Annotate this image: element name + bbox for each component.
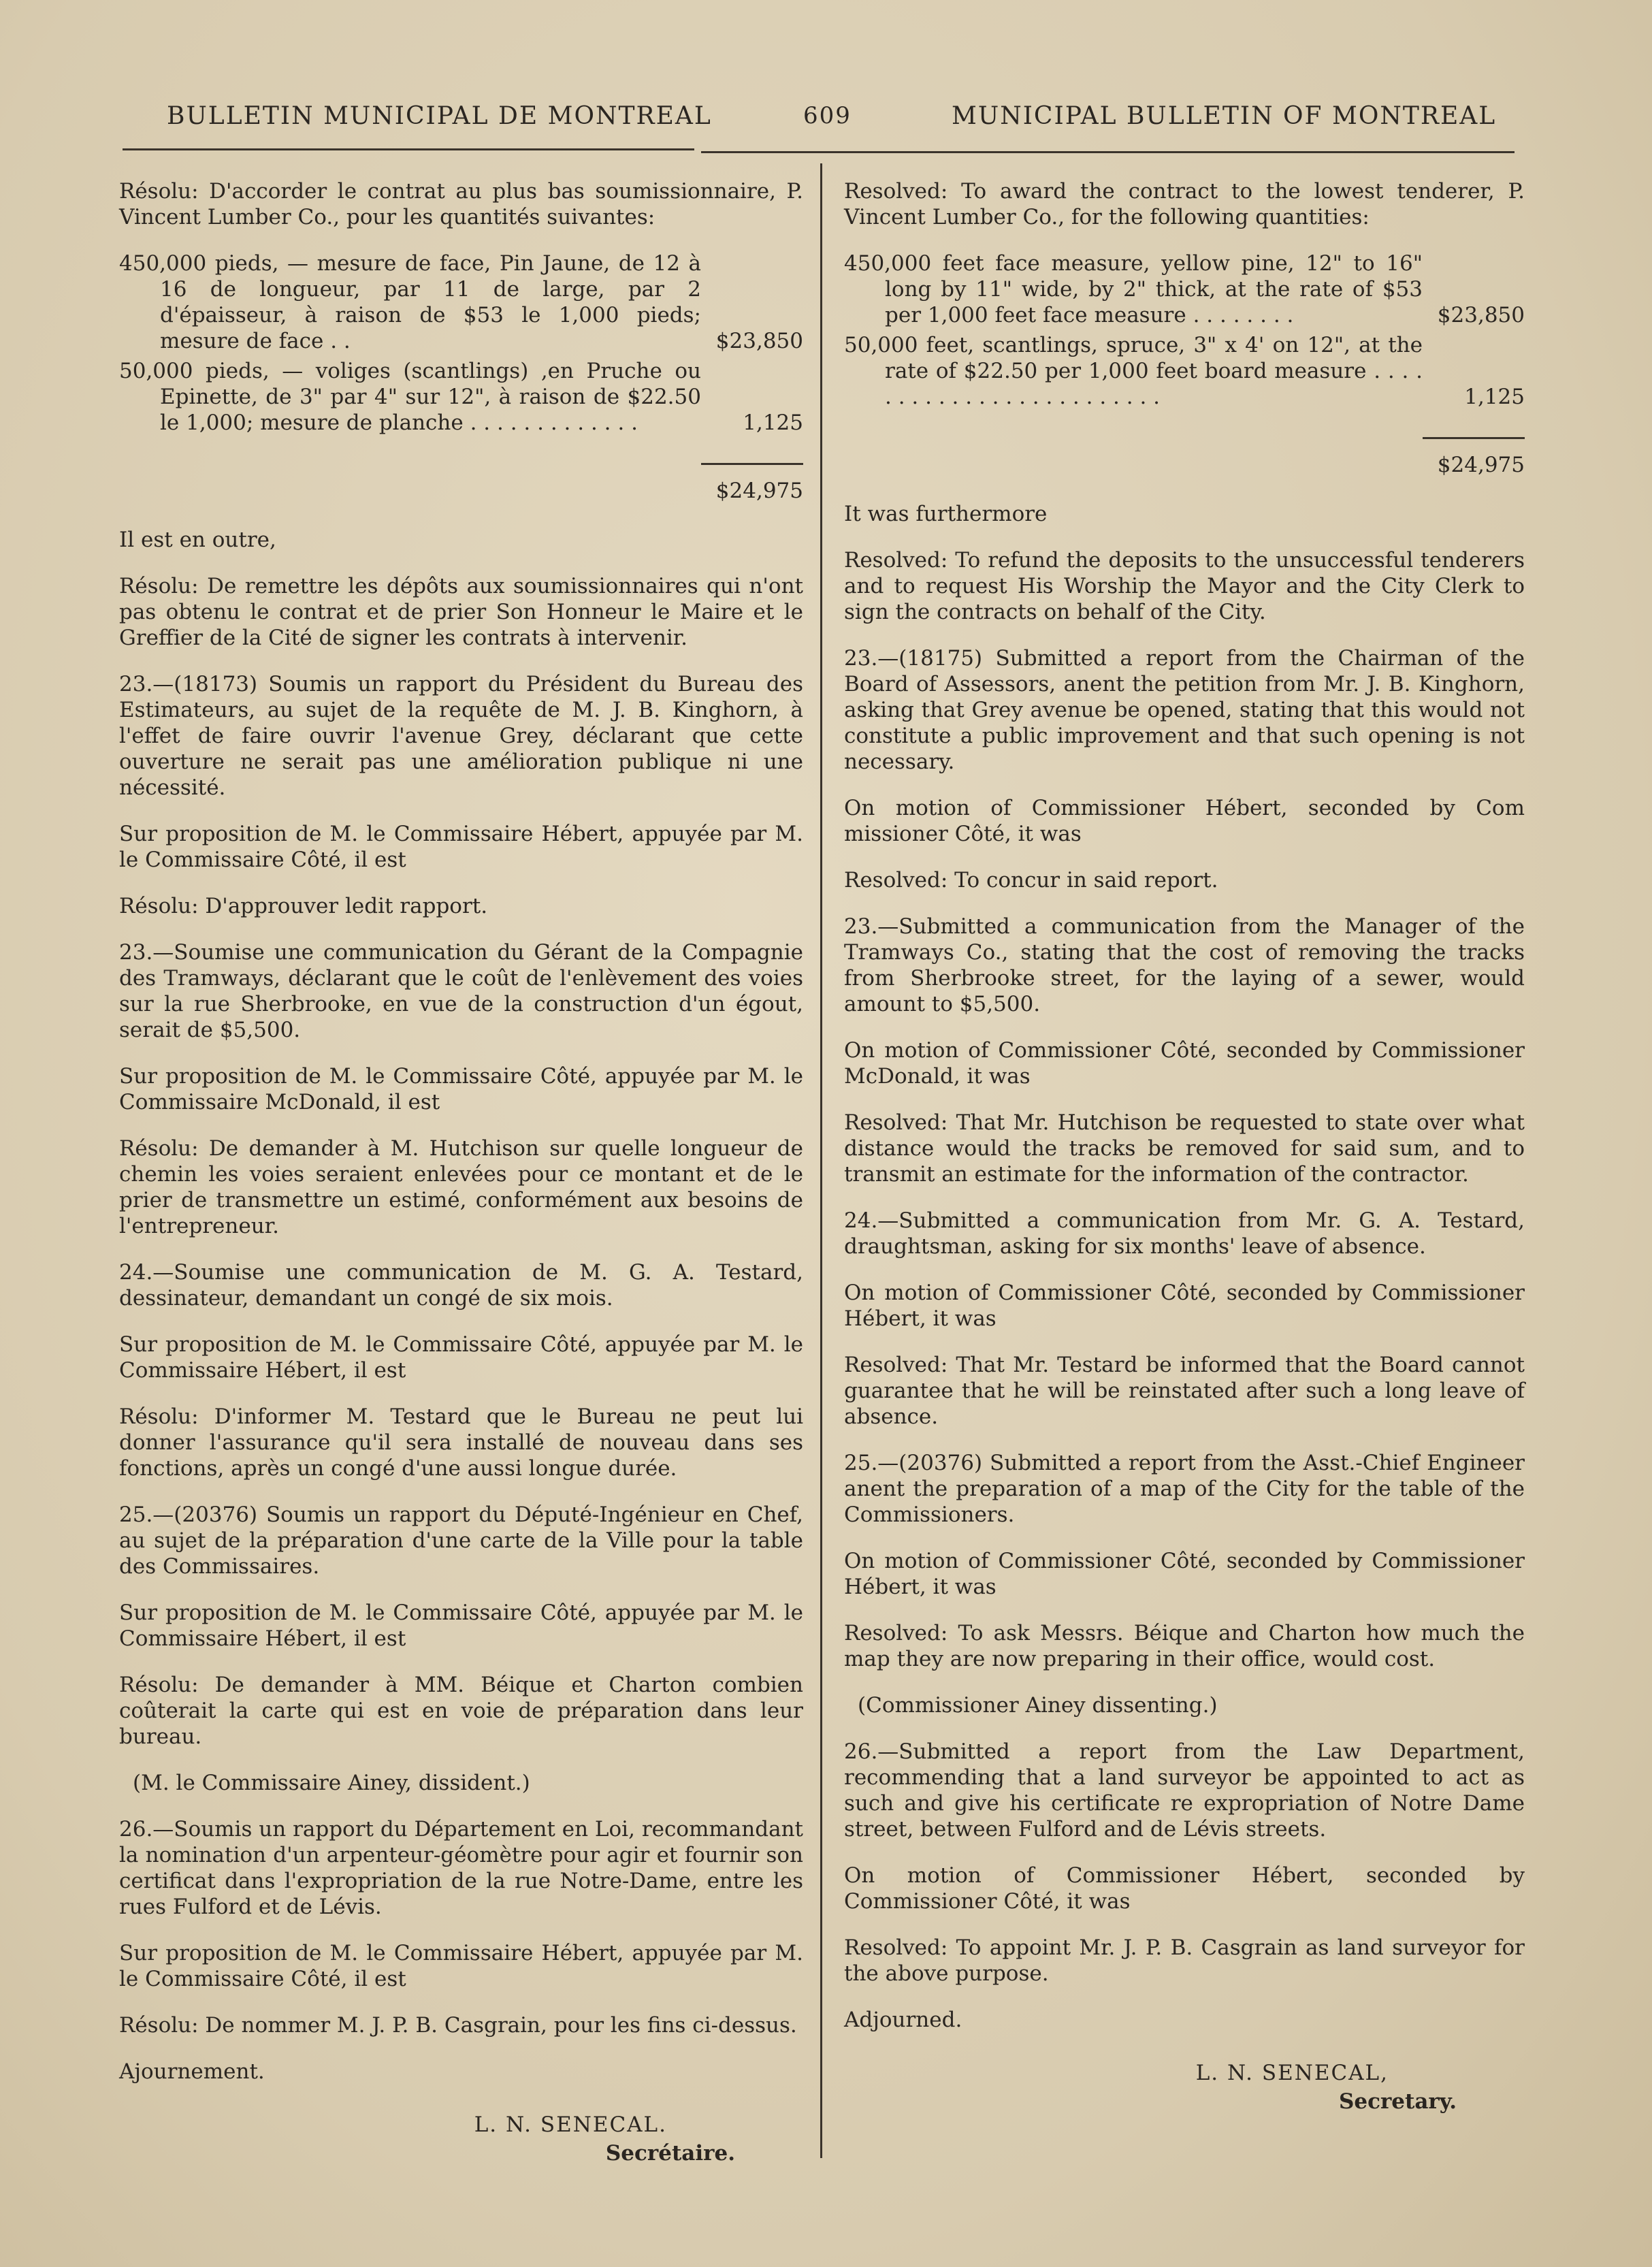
- fr-paragraph: (M. le Commissaire Ainey, dissident.): [133, 1771, 530, 1795]
- fr-paragraph: Sur proposition de M. le Commissaire Côté, appuyée par M. le Commissaire Hébert, il est: [119, 1332, 803, 1383]
- fr-item-yellow-pine: [119, 251, 803, 354]
- fr-item-amount: $23,850: [715, 329, 803, 353]
- en-paragraph: 26.—Submitted a report from the Law Department, recommending that a land surveyor be appointed to act as such and give his certificate re expropriation of Notre Dame street, between Fulford and de Lévis streets.: [844, 1739, 1525, 1842]
- en-total-rule: [1423, 437, 1525, 439]
- en-paragraph: On motion of Commissioner Côté, seconded by Commissioner McDonald, it was: [844, 1038, 1525, 1089]
- running-head-french: BULLETIN MUNICIPAL DE MONTREAL: [167, 102, 712, 130]
- en-item-amount: $23,850: [1437, 303, 1525, 327]
- fr-item-text: 50,000 pieds, — voliges (scantlings) ,en Pruche ou Epinette, de 3" par 4" sur 12", à raison de $22.50 le 1,000; mesure de planche . . . . . . . . . . . . .: [119, 359, 701, 435]
- running-head-english: MUNICIPAL BULLETIN OF MONTREAL: [952, 102, 1497, 130]
- en-item-text: 50,000 feet, scantlings, spruce, 3" x 4' on 12", at the rate of $22.50 per 1,000 feet board measure . . . . . . . . . . . . . . . . . . . . . . . . .: [844, 333, 1423, 409]
- en-paragraph: 23.—Submitted a communication from the Manager of the Tramways Co., stating that the cost of removing the tracks from Sherbrooke street, for the laying of a sewer, would amount to $5,500.: [844, 914, 1525, 1016]
- header-rule-left: [123, 148, 694, 150]
- english-column: [844, 178, 1525, 2115]
- fr-paragraph: 24.—Soumise une communication de M. G. A. Testard, dessinateur, demandant un congé de six mois.: [119, 1260, 803, 1311]
- fr-item-spruce: [119, 358, 803, 436]
- en-paragraph: Resolved: To concur in said report.: [844, 868, 1218, 893]
- fr-item-amount: 1,125: [743, 411, 803, 435]
- en-paragraph: Resolved: That Mr. Testard be informed that the Board cannot guarantee that he will be reinstated after such a long leave of absence.: [844, 1353, 1525, 1429]
- fr-paragraph: Sur proposition de M. le Commissaire Hébert, appuyée par M. le Commissaire Côté, il est: [119, 822, 803, 872]
- fr-signature: L. N. SENECAL.: [474, 2112, 667, 2137]
- fr-paragraph: Résolu: De demander à MM. Béique et Charton combien coûterait la carte qui est en voie de préparation dans leur bureau.: [119, 1673, 803, 1749]
- french-column: [119, 178, 803, 2166]
- fr-paragraph: Résolu: D'informer M. Testard que le Bureau ne peut lui donner l'assurance qu'il sera installé de nouveau dans ses fonctions, après un congé d'une aussi longue durée.: [119, 1404, 803, 1481]
- en-paragraph: 25.—(20376) Submitted a report from the Asst.-Chief Engineer anent the preparation of a map of the City for the table of the Commissioners.: [844, 1451, 1525, 1527]
- en-total-block: [844, 419, 1525, 478]
- en-resolution-award: Resolved: To award the contract to the lowest tenderer, P. Vincent Lumber Co., for the following quantities:: [844, 179, 1525, 229]
- fr-total-rule: [701, 463, 803, 465]
- en-item-text: 450,000 feet face measure, yellow pine, 12" to 16" long by 11" wide, by 2" thick, at the rate of $53 per 1,000 feet face measure . . . . . . . .: [844, 251, 1423, 327]
- fr-paragraph: Sur proposition de M. le Commissaire Côté, appuyée par M. le Commissaire Hébert, il est: [119, 1601, 803, 1651]
- fr-total-block: [119, 445, 803, 504]
- fr-resolution-award: Résolu: D'accorder le contrat au plus bas soumissionnaire, P. Vincent Lumber Co., pour les quantités suivantes:: [119, 179, 803, 229]
- en-paragraph: Resolved: To refund the deposits to the unsuccessful tenderers and to request His Worship the Mayor and the City Clerk to sign the contracts on behalf of the City.: [844, 548, 1525, 624]
- en-paragraph: On motion of Commissioner Hébert, seconded by Com missioner Côté, it was: [844, 796, 1525, 846]
- fr-paragraph: 23.—Soumise une communication du Gérant de la Compagnie des Tramways, déclarant que le coût de l'enlèvement des voies sur la rue Sherbrooke, en vue de la construction d'un égout, serait de $5,500.: [119, 940, 803, 1042]
- fr-total: $24,975: [715, 479, 803, 503]
- en-paragraph: It was furthermore: [844, 502, 1048, 526]
- en-paragraph: 24.—Submitted a communication from Mr. G. A. Testard, draughtsman, asking for six months' leave of absence.: [844, 1208, 1525, 1259]
- fr-item-text: 450,000 pieds, — mesure de face, Pin Jaune, de 12 à 16 de longueur, par 11 de large, par 2 d'épaisseur, à raison de $53 le 1,000 pieds; mesure de face . .: [119, 251, 701, 353]
- en-paragraph: Resolved: That Mr. Hutchison be requested to state over what distance would the tracks be removed for said sum, and to transmit an estimate for the information of the contractor.: [844, 1110, 1525, 1187]
- fr-paragraph: Sur proposition de M. le Commissaire Hébert, appuyée par M. le Commissaire Côté, il est: [119, 1941, 803, 1991]
- fr-paragraph: 26.—Soumis un rapport du Département en Loi, recommandant la nomination d'un arpenteur-géomètre pour agir et fournir son certificat dans l'expropriation de la rue Notre-Dame, entre les rues Fulford et de Lévis.: [119, 1817, 803, 1919]
- fr-signature-role: Secrétaire.: [605, 2141, 735, 2166]
- fr-paragraph: Résolu: De remettre les dépôts aux soumissionnaires qui n'ont pas obtenu le contrat et de prier Son Honneur le Maire et le Greffier de la Cité de signer les contrats à intervenir.: [119, 574, 803, 650]
- en-paragraph: On motion of Commissioner Côté, seconded by Commissioner Hébert, it was: [844, 1281, 1525, 1331]
- header-rule-right: [701, 151, 1515, 153]
- en-item-amount: 1,125: [1464, 385, 1525, 409]
- fr-paragraph: Il est en outre,: [119, 528, 276, 552]
- en-item-yellow-pine: [844, 251, 1525, 328]
- fr-paragraph: Sur proposition de M. le Commissaire Côté, appuyée par M. le Commissaire McDonald, il est: [119, 1064, 803, 1114]
- en-paragraph: Resolved: To ask Messrs. Béique and Charton how much the map they are now preparing in their office, would cost.: [844, 1621, 1525, 1671]
- en-adjournment: Adjourned.: [844, 2008, 962, 2032]
- en-total: $24,975: [1437, 453, 1525, 477]
- en-item-spruce: [844, 332, 1525, 410]
- fr-paragraph: 23.—(18173) Soumis un rapport du Président du Bureau des Estimateurs, au sujet de la requête de M. J. B. Kinghorn, à l'effet de faire ouvrir l'avenue Grey, déclarant que cette ouverture ne serait pas une amélioration publique ni une nécessité.: [119, 672, 803, 800]
- fr-paragraph: 25.—(20376) Soumis un rapport du Député-Ingénieur en Chef, au sujet de la préparation d'une carte de la Ville pour la table des Commissaires.: [119, 1502, 803, 1579]
- en-paragraph: Resolved: To appoint Mr. J. P. B. Casgrain as land surveyor for the above purpose.: [844, 1935, 1525, 1986]
- fr-paragraph: Résolu: De nommer M. J. P. B. Casgrain, pour les fins ci-dessus.: [119, 2013, 797, 2038]
- en-paragraph: 23.—(18175) Submitted a report from the Chairman of the Board of Assessors, anent the petition from Mr. J. B. Kinghorn, asking that Grey avenue be opened, stating that this would not constitute a public improvement and that such opening is not necessary.: [844, 646, 1525, 774]
- fr-paragraph: Résolu: De demander à M. Hutchison sur quelle longueur de chemin les voies seraient enlevées pour ce montant et de le prier de transmettre un estimé, conformément aux besoins de l'entrepreneur.: [119, 1136, 803, 1238]
- en-signature-role: Secretary.: [1338, 2089, 1457, 2114]
- fr-paragraph: Résolu: D'approuver ledit rapport.: [119, 894, 488, 918]
- en-paragraph: On motion of Commissioner Hébert, seconded by Commissioner Côté, it was: [844, 1863, 1525, 1914]
- column-divider: [820, 163, 822, 2158]
- en-paragraph: On motion of Commissioner Côté, seconded by Commissioner Hébert, it was: [844, 1549, 1525, 1599]
- page-number: 609: [803, 102, 852, 129]
- en-paragraph: (Commissioner Ainey dissenting.): [858, 1693, 1218, 1718]
- fr-adjournment: Ajournement.: [119, 2059, 265, 2084]
- en-signature: L. N. SENECAL,: [1195, 2061, 1389, 2085]
